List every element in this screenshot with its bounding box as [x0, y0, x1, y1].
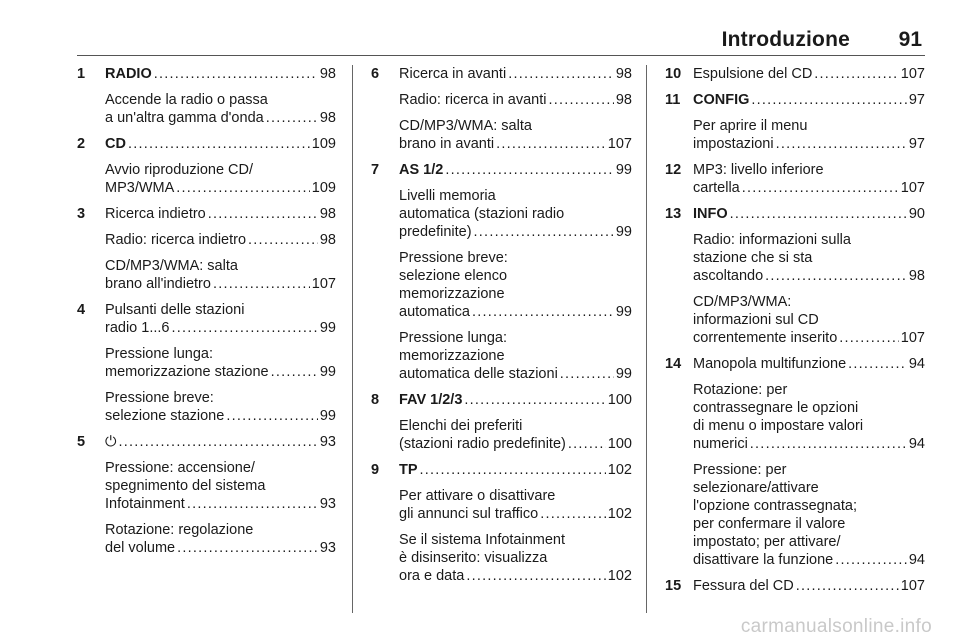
- index-subentry: [77, 389, 336, 425]
- leader-dots: [420, 461, 606, 479]
- entry-text-line: selezione elenco: [399, 268, 508, 284]
- entry-reference-line[interactable]: [399, 135, 632, 153]
- entry-text-line: selezione stazione: [105, 408, 225, 424]
- entry-text-line: (stazioni radio predefinite): [399, 436, 566, 452]
- entry-text-line: Pressione breve:: [399, 250, 508, 266]
- entry-text-line: Rotazione: per: [693, 382, 788, 398]
- entry-reference-line[interactable]: [105, 135, 336, 153]
- entry-text-line: radio 1...6: [105, 320, 170, 336]
- index-subentry: [371, 531, 632, 585]
- entry-number: 5: [77, 434, 86, 450]
- entry-text-line: Per aprire il menu: [693, 118, 808, 134]
- entry-label: Espulsione del CD: [693, 66, 813, 82]
- page-reference[interactable]: 94: [908, 552, 925, 568]
- entry-reference-line[interactable]: [105, 407, 336, 425]
- leader-dots: [776, 135, 907, 153]
- index-subentry: [371, 91, 632, 109]
- index-entry: [77, 135, 336, 153]
- header-divider: [77, 55, 925, 56]
- entry-text-line: MP3/WMA: [105, 180, 175, 196]
- entry-text-line: a un'altra gamma d'onda: [105, 110, 264, 126]
- entry-label: INFO: [693, 206, 728, 222]
- leader-dots: [765, 267, 907, 285]
- entry-number: 7: [371, 162, 380, 178]
- entry-reference-line[interactable]: [105, 231, 336, 249]
- entry-text-line: Rotazione: regolazione: [105, 522, 254, 538]
- index-subentry: [77, 459, 336, 513]
- index-subentry: [371, 117, 632, 153]
- entry-number: 4: [77, 302, 86, 318]
- index-subentry: [77, 345, 336, 381]
- index-entry: [665, 577, 925, 595]
- page-reference[interactable]: 102: [607, 506, 632, 522]
- leader-dots: [176, 179, 310, 197]
- leader-dots: [750, 435, 907, 453]
- index-subentry: [665, 293, 925, 347]
- index-subentry: [371, 417, 632, 453]
- leader-dots: [508, 65, 614, 83]
- leader-dots: [226, 407, 318, 425]
- index-subentry: [77, 231, 336, 249]
- entry-number: 13: [665, 206, 682, 222]
- entry-number: 1: [77, 66, 86, 82]
- entry-reference-line[interactable]: [105, 65, 336, 83]
- entry-text-line: automatica: [399, 304, 470, 320]
- entry-text-line: Pressione breve:: [105, 390, 214, 406]
- page-reference[interactable]: 102: [607, 568, 632, 584]
- index-entry: [371, 461, 632, 479]
- page-reference[interactable]: 94: [908, 356, 925, 372]
- page-reference[interactable]: 90: [908, 206, 925, 222]
- leader-dots: [796, 577, 899, 595]
- page-reference[interactable]: 93: [319, 434, 336, 450]
- entry-text-line: automatica (stazioni radio: [399, 206, 565, 222]
- entry-number: 11: [665, 92, 681, 108]
- entry-text-line: impostazioni: [693, 136, 774, 152]
- entry-label: Ricerca indietro: [105, 206, 206, 222]
- leader-dots: [848, 355, 907, 373]
- entry-number: 9: [371, 462, 380, 478]
- entry-label: FAV 1/2/3: [399, 392, 463, 408]
- entry-label: CD: [105, 136, 126, 152]
- index-entry: [665, 355, 925, 373]
- index-subentry: [371, 249, 632, 321]
- entry-text-line: Pressione: accensione/: [105, 460, 255, 476]
- index-subentry: [665, 117, 925, 153]
- entry-label: RADIO: [105, 66, 152, 82]
- page-reference[interactable]: 98: [908, 268, 925, 284]
- entry-number: 2: [77, 136, 86, 152]
- page-reference[interactable]: 98: [615, 66, 632, 82]
- page-number: 91: [898, 28, 922, 51]
- entry-reference-line[interactable]: [399, 461, 632, 479]
- entry-reference-line[interactable]: [693, 435, 925, 453]
- page-reference[interactable]: 99: [615, 162, 632, 178]
- entry-reference-line[interactable]: [399, 505, 632, 523]
- index-entry: [77, 301, 336, 337]
- leader-dots: [128, 135, 310, 153]
- entry-text-line: ora e data: [399, 568, 465, 584]
- entry-text-line: Radio: ricerca indietro: [105, 232, 247, 248]
- watermark: carmanualsonline.info: [740, 616, 932, 637]
- entry-text-line: memorizzazione: [399, 286, 505, 302]
- index-subentry: [371, 187, 632, 241]
- entry-number: 8: [371, 392, 380, 408]
- entry-text-line: correntemente inserito: [693, 330, 838, 346]
- page-reference[interactable]: 99: [319, 364, 336, 380]
- page-reference[interactable]: 107: [900, 578, 925, 594]
- page-reference[interactable]: 107: [900, 330, 925, 346]
- leader-dots: [177, 539, 318, 557]
- page-reference[interactable]: 99: [319, 320, 336, 336]
- entry-text-line: del volume: [105, 540, 176, 556]
- entry-text-line: per confermare il valore: [693, 516, 846, 532]
- entry-text-line: brano all'indietro: [105, 276, 211, 292]
- page-reference[interactable]: 98: [615, 92, 632, 108]
- leader-dots: [472, 303, 614, 321]
- entry-text-line: memorizzazione: [399, 348, 505, 364]
- entry-reference-line[interactable]: [399, 65, 632, 83]
- entry-number: 14: [665, 356, 682, 372]
- entry-reference-line[interactable]: [693, 179, 925, 197]
- entry-reference-line[interactable]: [105, 539, 336, 557]
- index-subentry: [77, 521, 336, 557]
- entry-reference-line[interactable]: [105, 495, 336, 513]
- entry-label: TP: [399, 462, 418, 478]
- entry-text-line: cartella: [693, 180, 740, 196]
- page-reference[interactable]: 99: [615, 224, 632, 240]
- page-reference[interactable]: 107: [900, 66, 925, 82]
- entry-number: 10: [665, 66, 682, 82]
- entry-text-line: Avvio riproduzione CD/: [105, 162, 254, 178]
- leader-dots: [271, 363, 318, 381]
- index-subentry: [665, 381, 925, 453]
- leader-dots: [474, 223, 614, 241]
- index-entry: [665, 91, 925, 109]
- index-entry: [371, 391, 632, 409]
- entry-reference-line[interactable]: [693, 267, 925, 285]
- entry-text-line: Pressione lunga:: [399, 330, 508, 346]
- entry-reference-line[interactable]: [693, 91, 925, 109]
- entry-text-line: predefinite): [399, 224, 472, 240]
- entry-reference-line[interactable]: [399, 303, 632, 321]
- entry-label: Fessura del CD: [693, 578, 794, 594]
- index-entry: [371, 161, 632, 179]
- entry-reference-line[interactable]: [105, 363, 336, 381]
- entry-reference-line[interactable]: [693, 329, 925, 347]
- entry-text-line: Infotainment: [105, 496, 185, 512]
- entry-text-line: brano in avanti: [399, 136, 495, 152]
- page-reference[interactable]: 100: [607, 436, 632, 452]
- entry-text-line: l'opzione contrassegnata;: [693, 498, 857, 514]
- page-reference[interactable]: 98: [319, 232, 336, 248]
- page-reference[interactable]: 97: [908, 92, 925, 108]
- entry-text-line: Pressione lunga:: [105, 346, 214, 362]
- index-subentry: [665, 461, 925, 569]
- entry-text-line: CD/MP3/WMA: salta: [399, 118, 532, 134]
- entry-text-line: spegnimento del sistema: [105, 478, 266, 494]
- entry-text-line: contrassegnare le opzioni: [693, 400, 859, 416]
- entry-text-line: Accende la radio o passa: [105, 92, 268, 108]
- entry-reference-line[interactable]: [693, 355, 925, 373]
- index-entry: [77, 65, 336, 83]
- entry-reference-line[interactable]: [399, 91, 632, 109]
- entry-text-line: Pressione: per: [693, 462, 787, 478]
- index-subentry: [665, 231, 925, 285]
- entry-number: 12: [665, 162, 682, 178]
- entry-reference-line[interactable]: [105, 109, 336, 127]
- entry-text-line: MP3: livello inferiore: [693, 162, 824, 178]
- entry-reference-line[interactable]: [693, 65, 925, 83]
- leader-dots: [466, 567, 605, 585]
- page-header-title: Introduzione: [721, 28, 850, 51]
- index-entry: [665, 65, 925, 83]
- page-reference[interactable]: 107: [607, 136, 632, 152]
- page-reference[interactable]: 94: [908, 436, 925, 452]
- entry-reference-line[interactable]: [105, 205, 336, 223]
- entry-reference-line[interactable]: [693, 551, 925, 569]
- leader-dots: [560, 365, 614, 383]
- leader-dots: [549, 91, 614, 109]
- index-subentry: [77, 161, 336, 197]
- entry-text-line: Radio: informazioni sulla: [693, 232, 851, 248]
- entry-text-line: informazioni sul CD: [693, 312, 819, 328]
- entry-reference-line[interactable]: [399, 365, 632, 383]
- entry-reference-line[interactable]: [399, 391, 632, 409]
- page-reference[interactable]: 98: [319, 66, 336, 82]
- page-reference[interactable]: 107: [900, 180, 925, 196]
- leader-dots: [248, 231, 318, 249]
- leader-dots: [187, 495, 318, 513]
- leader-dots: [751, 91, 906, 109]
- index-column-3: [665, 65, 925, 603]
- leader-dots: [154, 65, 318, 83]
- entry-text-line: disattivare la funzione: [693, 552, 834, 568]
- column-divider-1: [352, 65, 353, 613]
- page-reference[interactable]: 100: [607, 392, 632, 408]
- index-entry: [665, 205, 925, 223]
- entry-text-line: Pulsanti delle stazioni: [105, 302, 245, 318]
- entry-reference-line[interactable]: [399, 567, 632, 585]
- entry-label: ⏻: [105, 434, 117, 450]
- leader-dots: [814, 65, 899, 83]
- entry-text-line: memorizzazione stazione: [105, 364, 269, 380]
- page-reference[interactable]: 98: [319, 206, 336, 222]
- leader-dots: [742, 179, 899, 197]
- entry-reference-line[interactable]: [105, 179, 336, 197]
- leader-dots: [208, 205, 318, 223]
- entry-reference-line[interactable]: [399, 435, 632, 453]
- index-subentry: [77, 257, 336, 293]
- entry-label: Ricerca in avanti: [399, 66, 507, 82]
- leader-dots: [213, 275, 310, 293]
- page-reference[interactable]: 107: [311, 276, 336, 292]
- page-reference[interactable]: 102: [607, 462, 632, 478]
- page-reference[interactable]: 109: [311, 136, 336, 152]
- entry-text-line: stazione che si sta: [693, 250, 813, 266]
- entry-number: 6: [371, 66, 380, 82]
- entry-reference-line[interactable]: [693, 205, 925, 223]
- page-reference[interactable]: 99: [615, 304, 632, 320]
- leader-dots: [445, 161, 614, 179]
- entry-text-line: gli annunci sul traffico: [399, 506, 539, 522]
- index-entry: [665, 161, 925, 197]
- leader-dots: [172, 319, 318, 337]
- entry-reference-line[interactable]: [105, 275, 336, 293]
- index-entry: [77, 205, 336, 223]
- leader-dots: [839, 329, 899, 347]
- entry-text-line: ascoltando: [693, 268, 764, 284]
- entry-text-line: di menu o impostare valori: [693, 418, 864, 434]
- leader-dots: [464, 391, 605, 409]
- entry-reference-line[interactable]: [693, 135, 925, 153]
- leader-dots: [568, 435, 606, 453]
- entry-text-line: CD/MP3/WMA: salta: [105, 258, 238, 274]
- entry-text-line: CD/MP3/WMA:: [693, 294, 792, 310]
- page-reference[interactable]: 98: [319, 110, 336, 126]
- leader-dots: [540, 505, 606, 523]
- page-reference[interactable]: 97: [908, 136, 925, 152]
- entry-reference-line[interactable]: [399, 161, 632, 179]
- entry-text-line: numerici: [693, 436, 748, 452]
- entry-text-line: Elenchi dei preferiti: [399, 418, 523, 434]
- entry-text-line: Livelli memoria: [399, 188, 496, 204]
- entry-reference-line[interactable]: [399, 223, 632, 241]
- leader-dots: [730, 205, 907, 223]
- column-divider-2: [646, 65, 647, 613]
- leader-dots: [835, 551, 907, 569]
- page-reference[interactable]: 93: [319, 496, 336, 512]
- entry-text-line: impostato; per attivare/: [693, 534, 841, 550]
- leader-dots: [266, 109, 318, 127]
- page-reference[interactable]: 99: [615, 366, 632, 382]
- entry-text-line: Per attivare o disattivare: [399, 488, 556, 504]
- page-reference[interactable]: 93: [319, 540, 336, 556]
- entry-text-line: Se il sistema Infotainment: [399, 532, 566, 548]
- entry-text-line: selezionare/attivare: [693, 480, 819, 496]
- entry-reference-line[interactable]: [105, 319, 336, 337]
- index-entry: [371, 65, 632, 83]
- index-subentry: [371, 329, 632, 383]
- entry-label: CONFIG: [693, 92, 750, 108]
- index-subentry: [371, 487, 632, 523]
- entry-text-line: automatica delle stazioni: [399, 366, 558, 382]
- entry-reference-line[interactable]: [693, 577, 925, 595]
- index-column-2: [371, 65, 632, 593]
- entry-label: Manopola multifunzione: [693, 356, 847, 372]
- index-column-1: [77, 65, 336, 565]
- index-entry: [77, 433, 336, 451]
- index-subentry: [77, 91, 336, 127]
- entry-reference-line[interactable]: [105, 433, 336, 451]
- page-reference[interactable]: 99: [319, 408, 336, 424]
- entry-text-line: è disinserito: visualizza: [399, 550, 548, 566]
- entry-text-line: Radio: ricerca in avanti: [399, 92, 547, 108]
- entry-number: 15: [665, 578, 682, 594]
- leader-dots: [118, 433, 317, 451]
- page-reference[interactable]: 109: [311, 180, 336, 196]
- entry-label: AS 1/2: [399, 162, 444, 178]
- entry-number: 3: [77, 206, 86, 222]
- leader-dots: [496, 135, 606, 153]
